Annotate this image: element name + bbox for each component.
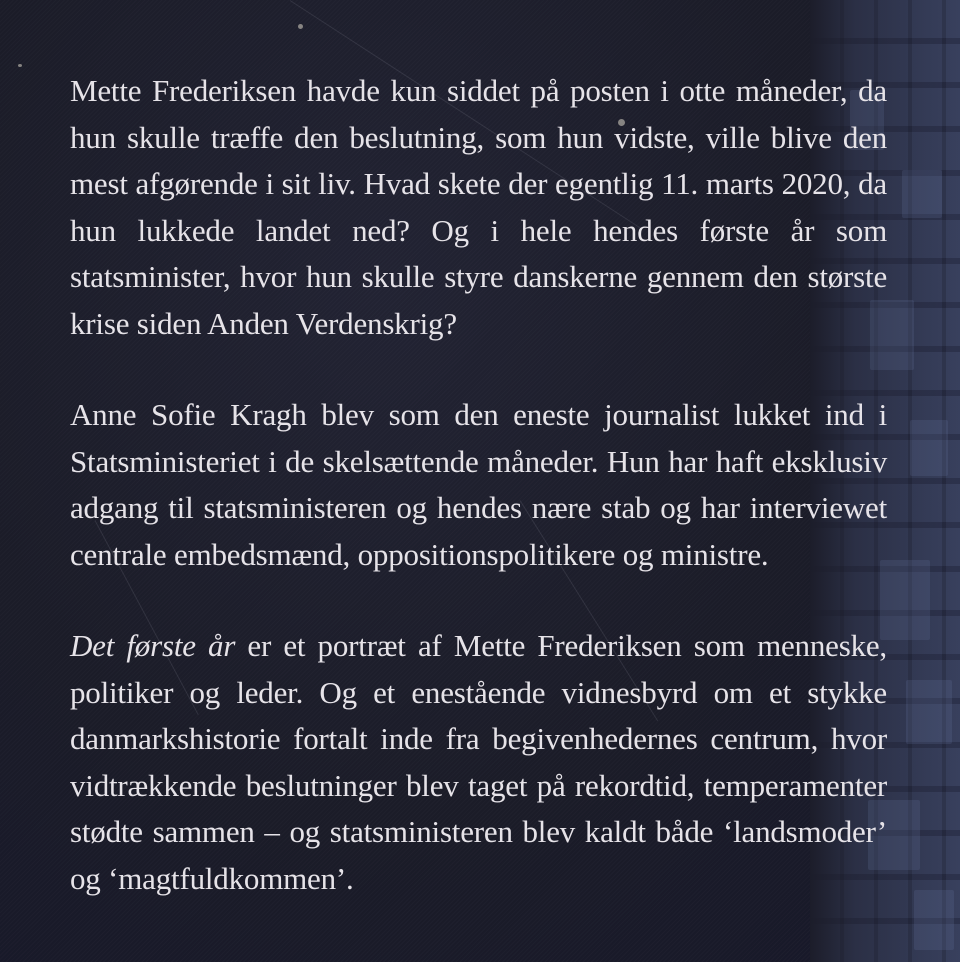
mosaic-tile [914,890,954,950]
dust-speck [18,64,22,67]
paragraph-text: Mette Frederiksen havde kun siddet på posten i otte måneder, da hun skulle træffe den beslutning, som hun vidste, ville blive den mest afgørende i sit liv. Hvad skete der egentlig 11. marts 2020, da hun lukkede landet ned? Og i hele hendes første år som statsminister, hvor hun skulle styre danskerne gennem den største krise siden Anden Verdenskrig? [70,73,887,341]
mosaic-tile [880,560,930,640]
blurb-paragraph-3 [70,623,887,902]
mosaic-tile [902,170,942,218]
paragraph-text: Anne Sofie Kragh blev som den eneste journalist lukket ind i Statsministeriet i de skelsættende måneder. Hun har haft eksklusiv adgang til statsministeren og hendes nære stab og har interviewet centrale embedsmænd, oppositionspolitikere og ministre. [70,397,887,572]
mosaic-tile [910,420,948,476]
blurb-paragraph-2 [70,392,887,578]
book-title-italic: Det første år [70,628,236,663]
paragraph-text: er et portræt af Mette Frederiksen som menneske, politiker og leder. Og et enestående vidnesbyrd om et stykke danmarkshistorie fortalt inde fra begivenhedernes centrum, hvor vidtrækkende beslutninger blev taget på rekordtid, temperamenter stødte sammen – og statsministeren blev kaldt både ‘landsmoder’ og ‘magtfuldkommen’. [70,628,887,896]
mosaic-tile [906,680,952,744]
blurb-text [70,68,887,947]
blurb-paragraph-1 [70,68,887,347]
dust-speck [298,24,303,29]
